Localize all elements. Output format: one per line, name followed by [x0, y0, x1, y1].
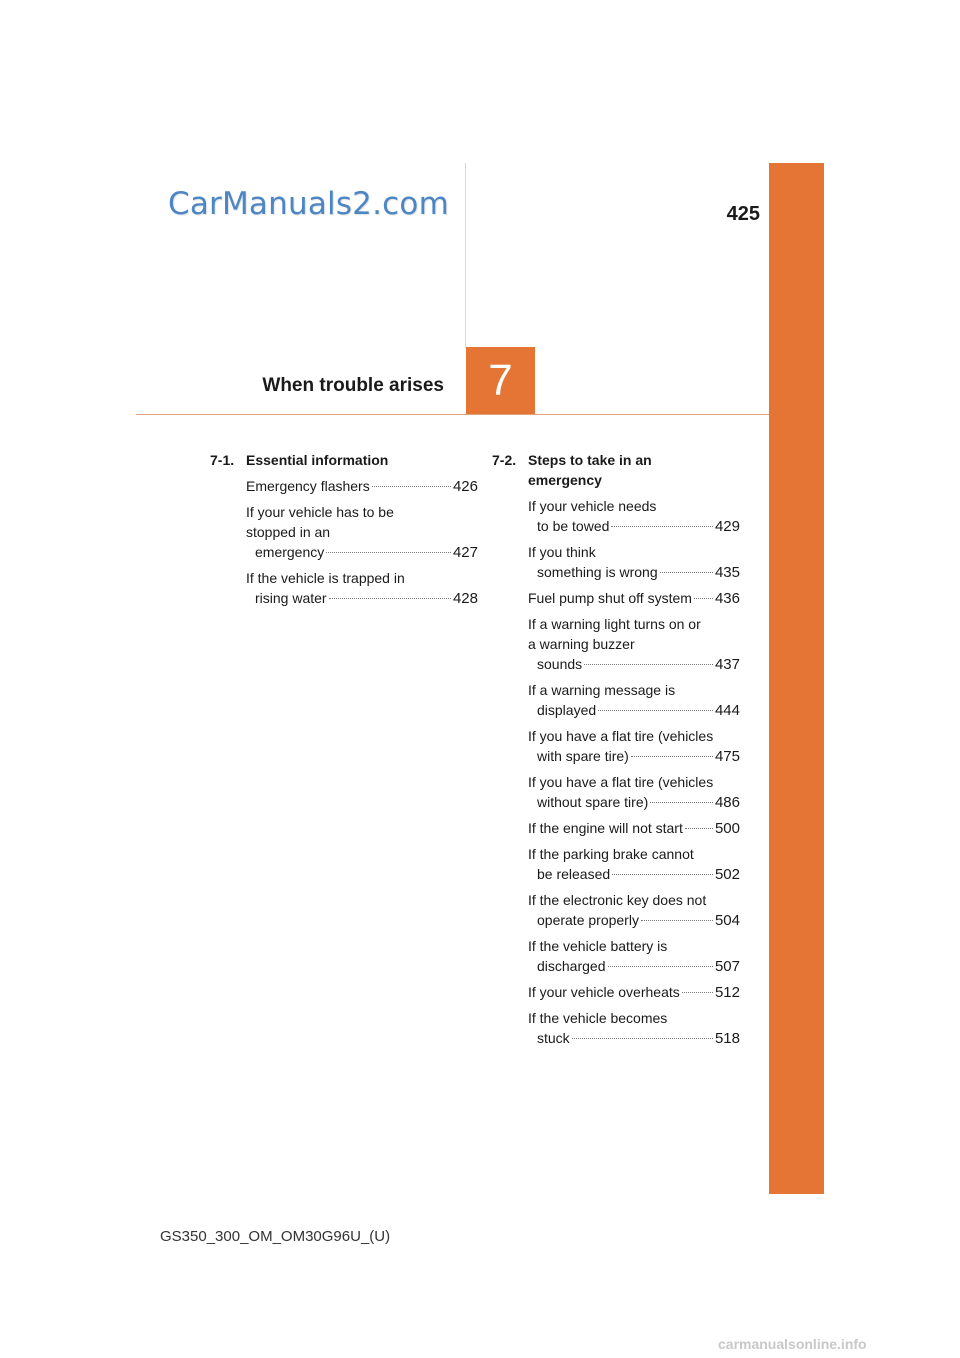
toc-entry-page-number: 429 [714, 518, 740, 535]
header-rule [136, 414, 769, 415]
toc-section-title [528, 450, 740, 490]
toc-entry-line: without spare tire) [537, 794, 649, 810]
toc-entry-last-line [246, 588, 478, 609]
toc-entry[interactable] [528, 890, 740, 931]
dot-leader [572, 1038, 713, 1039]
toc-entry-line: something is wrong [537, 564, 658, 580]
toc-entry[interactable] [246, 502, 478, 563]
dot-leader [685, 828, 713, 829]
toc-entry[interactable] [528, 542, 740, 583]
toc-entry-line: to be towed [537, 518, 610, 534]
chapter-side-tab [769, 163, 824, 1194]
toc-entry-page-number: 504 [714, 912, 740, 929]
dot-leader [650, 802, 713, 803]
dot-leader [329, 598, 451, 599]
toc-entry-line: If the engine will not start [528, 820, 683, 836]
watermark-footer: carmanualsonline.info [718, 1336, 867, 1352]
toc-entry-line: displayed [537, 702, 597, 718]
toc-entry-last-line [246, 476, 478, 497]
toc-entry-page-number: 428 [452, 590, 478, 607]
toc-entry-last-line [528, 792, 740, 813]
toc-entry-page-number: 518 [714, 1030, 740, 1047]
toc-entry-page-number: 502 [714, 866, 740, 883]
dot-leader [682, 992, 713, 993]
toc-entry-page-number: 437 [714, 656, 740, 673]
toc-entry-page-number: 475 [714, 748, 740, 765]
toc-entry-line: If a warning light turns on or [528, 616, 701, 632]
dot-leader [584, 664, 713, 665]
toc-entry-line: sounds [537, 656, 583, 672]
toc-entry[interactable] [528, 588, 740, 609]
toc-entry-line: If the vehicle battery is [528, 938, 668, 954]
toc-section-title-line: Steps to take in an [528, 452, 652, 468]
toc-entry-last-line [528, 654, 740, 675]
toc-entry[interactable] [528, 496, 740, 537]
toc-entry[interactable] [246, 476, 478, 497]
toc-entry-line: If your vehicle overheats [528, 984, 680, 1000]
toc-column-left [210, 450, 478, 614]
toc-entry-last-line [528, 982, 740, 1003]
dot-leader [612, 874, 713, 875]
toc-entry-line: Fuel pump shut off system [528, 590, 692, 606]
dot-leader [326, 552, 451, 553]
toc-entry[interactable] [528, 818, 740, 839]
toc-entry[interactable] [528, 982, 740, 1003]
toc-entry-last-line [528, 818, 740, 839]
toc-section-number: 7-2. [492, 452, 517, 468]
dot-leader [608, 966, 713, 967]
toc-entry-line: If the parking brake cannot [528, 846, 694, 862]
toc-entry-line: If you have a flat tire (vehicles [528, 728, 714, 744]
dot-leader [641, 920, 713, 921]
toc-section-title [246, 450, 478, 470]
toc-entry[interactable] [528, 680, 740, 721]
toc-entry-line: If you think [528, 544, 596, 560]
dot-leader [372, 486, 451, 487]
toc-entry-line: If your vehicle needs [528, 498, 657, 514]
toc-entry-line: stuck [537, 1030, 570, 1046]
toc-entry-last-line [528, 956, 740, 977]
dot-leader [611, 526, 713, 527]
toc-entry-page-number: 436 [714, 590, 740, 607]
toc-section-heading [492, 450, 740, 490]
chapter-number: 7 [488, 356, 513, 405]
toc-entry[interactable] [528, 772, 740, 813]
toc-entry-last-line [528, 864, 740, 885]
toc-entry-line: If the electronic key does not [528, 892, 707, 908]
toc-entry[interactable] [528, 936, 740, 977]
toc-entry-page-number: 427 [452, 544, 478, 561]
toc-entry-line: If a warning message is [528, 682, 676, 698]
toc-entry[interactable] [528, 614, 740, 675]
toc-entry-line: operate properly [537, 912, 639, 928]
toc-entry-page-number: 435 [714, 564, 740, 581]
dot-leader [631, 756, 713, 757]
toc-entry-page-number: 444 [714, 702, 740, 719]
toc-entry-line: discharged [537, 958, 606, 974]
toc-entry-line: rising water [255, 590, 327, 606]
toc-entry-line: emergency [255, 544, 325, 560]
toc-entry-page-number: 500 [714, 820, 740, 837]
toc-section-title-line: Essential information [246, 452, 389, 468]
dot-leader [598, 710, 713, 711]
chapter-title: When trouble arises [262, 375, 444, 396]
page-number: 425 [726, 203, 760, 225]
toc-entry[interactable] [528, 1008, 740, 1049]
toc-entry-line: If your vehicle has to be [246, 504, 394, 520]
toc-entry-last-line [528, 910, 740, 931]
header-vertical-divider [465, 163, 466, 348]
toc-entry-last-line [528, 700, 740, 721]
toc-column-right [492, 450, 740, 1054]
toc-entry-page-number: 426 [452, 478, 478, 495]
toc-section-title-line: emergency [528, 472, 602, 488]
toc-section-number: 7-1. [210, 452, 235, 468]
toc-entry-page-number: 512 [714, 984, 740, 1001]
toc-entry[interactable] [528, 844, 740, 885]
toc-entry-line: with spare tire) [537, 748, 629, 764]
footer-manual-code: GS350_300_OM_OM30G96U_(U) [160, 1228, 391, 1245]
toc-entry-last-line [528, 516, 740, 537]
toc-entry-last-line [246, 542, 478, 563]
toc-entry-last-line [528, 562, 740, 583]
toc-entry-page-number: 486 [714, 794, 740, 811]
toc-entry-line: stopped in an [246, 524, 331, 540]
toc-entry-line: be released [537, 866, 611, 882]
toc-entry-line: a warning buzzer [528, 636, 635, 652]
toc-entry-line: If the vehicle becomes [528, 1010, 668, 1026]
toc-entry[interactable] [246, 568, 478, 609]
toc-entry-line: If you have a flat tire (vehicles [528, 774, 714, 790]
toc-entry-last-line [528, 1028, 740, 1049]
chapter-number-box [466, 347, 535, 415]
dot-leader [694, 598, 713, 599]
toc-entry-page-number: 507 [714, 958, 740, 975]
toc-entry-line: If the vehicle is trapped in [246, 570, 405, 586]
toc-section-heading [210, 450, 478, 470]
toc-entry[interactable] [528, 726, 740, 767]
dot-leader [660, 572, 713, 573]
toc-entry-line: Emergency flashers [246, 478, 370, 494]
watermark-logo: CarManuals2.com [168, 186, 449, 222]
toc-entry-last-line [528, 746, 740, 767]
toc-entry-last-line [528, 588, 740, 609]
